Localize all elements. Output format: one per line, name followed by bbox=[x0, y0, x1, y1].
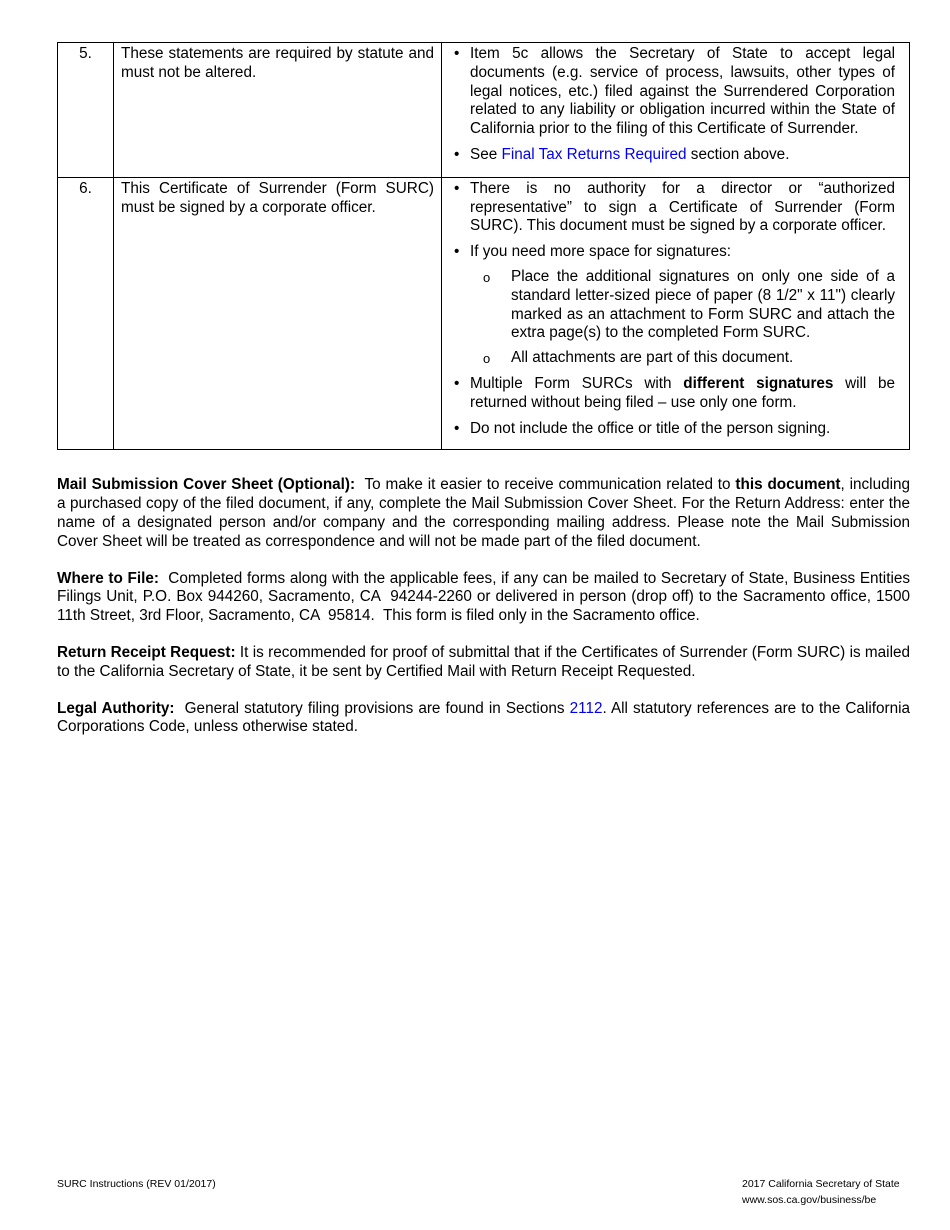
bullet-icon: • bbox=[454, 419, 460, 437]
legal-authority-heading: Legal Authority: bbox=[57, 699, 175, 717]
circle-bullet-icon: o bbox=[483, 269, 491, 285]
footer-publisher bbox=[742, 1177, 900, 1208]
bullet-icon: • bbox=[454, 45, 460, 62]
bullet-icon: • bbox=[454, 145, 460, 163]
mail-submission-heading: Mail Submission Cover Sheet (Optional): bbox=[57, 476, 356, 494]
table-row bbox=[58, 177, 910, 450]
instructions-table bbox=[57, 42, 910, 450]
legal-authority-paragraph: Legal Authority: General statutory filing provisions are found in Sections 2112. All statutory references are to the California Corporations Code, unless otherwise stated. bbox=[57, 699, 911, 736]
return-receipt-paragraph: Return Receipt Request: It is recommended for proof of submittal that if the Certificates of Surrender (Form SURC) is mailed to the California Secretary of State, it be sent by Certified Mail with Return Receipt Requested. bbox=[57, 643, 910, 680]
sub-list-item: o All attachments are part of this document. bbox=[470, 349, 895, 368]
where-to-file-paragraph: Where to File: Completed forms along with the applicable fees, if any can be mailed to Secretary of State, Business Entities Filings Unit, P.O. Box 944260, Sacramento, CA 94244-2260 or delivered in person (drop off) to the Sacramento office, 1500 11th Street, 3rd Floor, Sacramento, CA 95814. This form is filed only in the Sacramento office. bbox=[57, 569, 915, 625]
footer-url: www.sos.ca.gov/business/be bbox=[742, 1193, 877, 1206]
bullet-icon: • bbox=[454, 179, 460, 197]
row-number: 5. bbox=[58, 43, 114, 178]
footer-form-id: SURC Instructions (REV 01/2017) bbox=[57, 1178, 216, 1190]
sub-list-item: o Place the additional signatures on only one side of a standard letter-sized piece of paper (8 1/2" x 11") clearly marked as an attachment to Form SURC and attach the extra page(s) to the completed Form SURC. bbox=[483, 267, 895, 342]
circle-bullet-icon: o bbox=[483, 351, 491, 367]
table-row bbox=[58, 43, 910, 178]
row-number: 6. bbox=[58, 177, 114, 450]
return-receipt-heading: Return Receipt Request: bbox=[57, 643, 236, 661]
bullet-icon: • bbox=[454, 374, 460, 392]
row-statement: These statements are required by statute and must not be altered. bbox=[114, 43, 442, 178]
list-item: • Multiple Form SURCs with different signatures will be returned without being filed – use only one form. bbox=[454, 374, 895, 411]
final-tax-returns-link[interactable]: Final Tax Returns Required bbox=[501, 145, 687, 163]
bullet-icon: • bbox=[454, 243, 460, 261]
list-item: • See Final Tax Returns Required section above. bbox=[454, 145, 790, 163]
where-to-file-heading: Where to File: bbox=[57, 569, 159, 587]
row-notes bbox=[442, 177, 910, 450]
row-notes bbox=[442, 43, 910, 178]
row-statement: This Certificate of Surrender (Form SURC) must be signed by a corporate officer. bbox=[114, 177, 442, 450]
instructions-page bbox=[57, 42, 915, 737]
list-item: • Do not include the office or title of the person signing. bbox=[454, 419, 831, 437]
section-2112-link[interactable]: 2112 bbox=[569, 699, 603, 717]
footer-copyright: 2017 California Secretary of State bbox=[742, 1178, 900, 1190]
list-item: • If you need more space for signatures: o Place the additional signatures on only one side of a standard letter-sized piece of paper (8 1/2" x 11") clearly marked as an attachment to Form SURC and attach the extra page(s) to the completed Form SURC. o All attachments are part of this document. bbox=[454, 243, 895, 368]
list-item: • Item 5c allows the Secretary of State to accept legal documents (e.g. service of process, lawsuits, other types of legal notices, etc.) filed against the Surrendered Corporation related to any liability or obligation incurred within the State of California prior to the filing of this Certificate of Surrender. bbox=[454, 45, 895, 138]
mail-submission-paragraph: Mail Submission Cover Sheet (Optional): To make it easier to receive communication related to this document, including a purchased copy of the filed document, if any, complete the Mail Submission Cover Sheet. For the Return Address: enter the name of a designated person and/or company and the corresponding mailing address. Please note the Mail Submission Cover Sheet will be treated as correspondence and will not be made part of the filed document. bbox=[57, 476, 910, 550]
list-item: • There is no authority for a director or “authorized representative” to sign a Certificate of Surrender (Form SURC). This document must be signed by a corporate officer. bbox=[454, 179, 895, 235]
